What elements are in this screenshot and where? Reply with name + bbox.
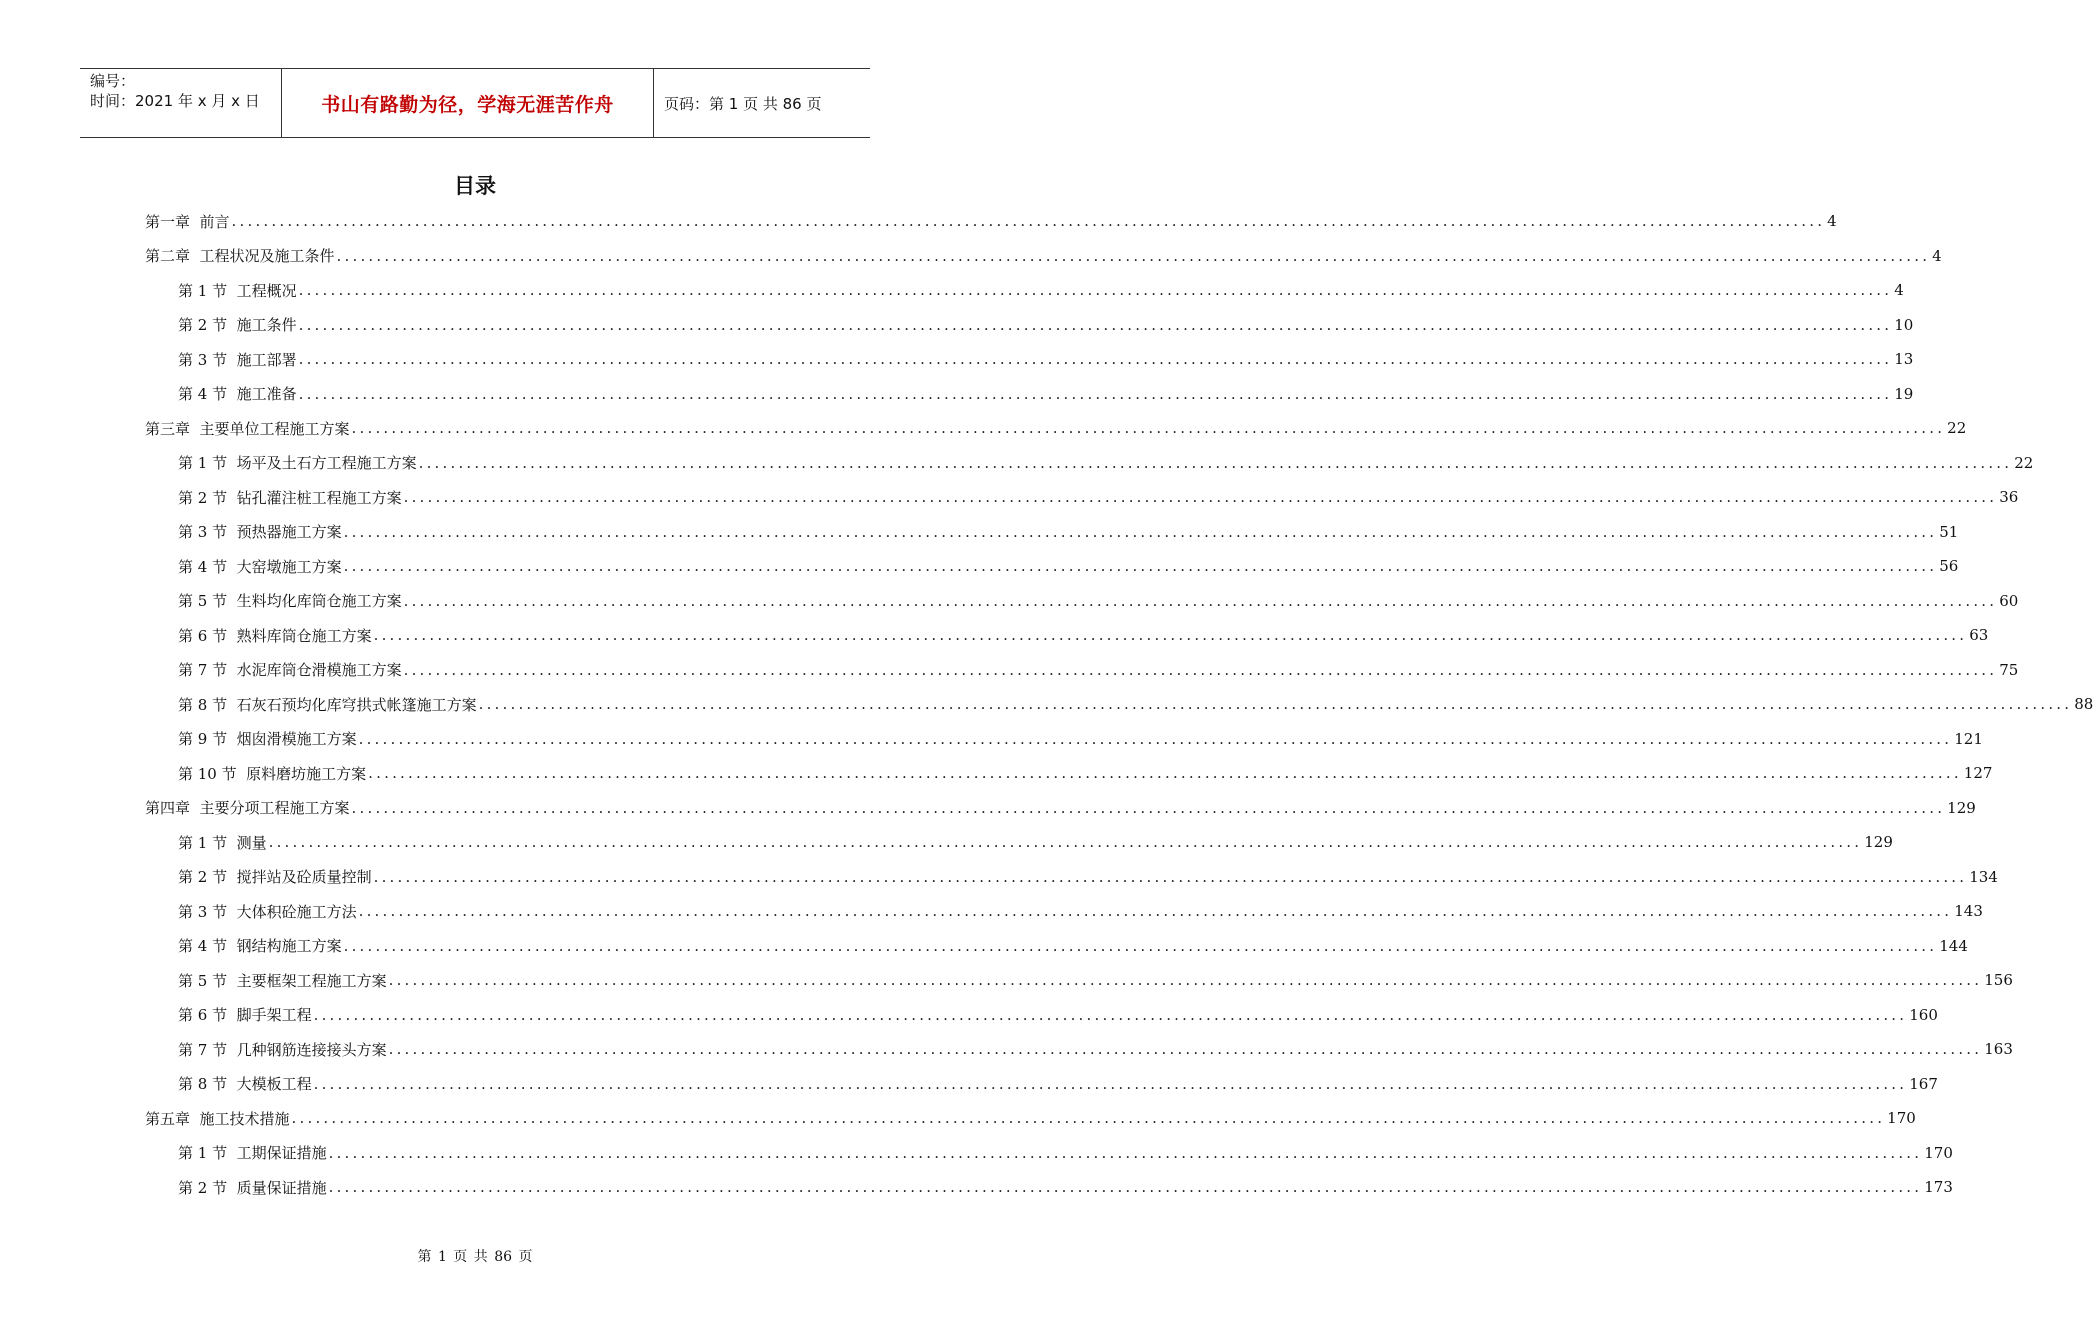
toc-entry[interactable]	[145, 342, 1914, 377]
toc-dot-leader: ........................................................................................................................................................................................................	[313, 1005, 1908, 1024]
page-header	[80, 68, 870, 138]
toc-entry-page: 4	[1932, 246, 1942, 265]
toc-entry-page: 134	[1969, 867, 1998, 886]
toc-entry-page: 167	[1909, 1074, 1938, 1093]
toc-entry-title: 第 7 节 水泥库筒仓滑模施工方案	[178, 661, 402, 680]
toc-entry-title: 第 3 节 大体积砼施工方法	[178, 902, 357, 921]
toc-entry-page: 56	[1939, 557, 1959, 576]
toc-dot-leader: ........................................................................................................................................................................................................	[403, 488, 1998, 507]
toc-entry-page: 36	[1999, 488, 2019, 507]
toc-entry-page: 10	[1894, 315, 1914, 334]
toc-entry[interactable]	[145, 653, 2019, 688]
toc-entry-page: 143	[1954, 902, 1983, 921]
toc-dot-leader: ........................................................................................................................................................................................................	[328, 1143, 1923, 1162]
toc-entry[interactable]	[145, 756, 1993, 791]
toc-dot-leader: ........................................................................................................................................................................................................	[351, 419, 1946, 438]
toc-entry-title: 第 4 节 钢结构施工方案	[178, 937, 342, 956]
toc-dot-leader: ........................................................................................................................................................................................................	[343, 936, 1938, 955]
toc-entry-page: 170	[1887, 1109, 1916, 1128]
toc-dot-leader: ........................................................................................................................................................................................................	[358, 729, 1953, 748]
toc-dot-leader: ........................................................................................................................................................................................................	[291, 1109, 1886, 1128]
toc-entry-page: 129	[1947, 798, 1976, 817]
header-motto: 书山有路勤为径，学海无涯苦作舟	[282, 69, 654, 137]
toc-entry[interactable]	[145, 239, 1942, 274]
toc-entry[interactable]	[145, 894, 1983, 929]
header-page-info: 页码：第 1 页 共 86 页	[664, 94, 822, 113]
toc-entry-title: 第 9 节 烟囱滑模施工方案	[178, 730, 357, 749]
toc-dot-leader: ........................................................................................................................................................................................................	[403, 591, 1998, 610]
toc-entry-title: 第 8 节 石灰石预均化库穹拱式帐篷施工方案	[178, 695, 477, 714]
toc-entry[interactable]	[145, 860, 1998, 895]
toc-entry-title: 第五章 施工技术措施	[145, 1109, 290, 1128]
toc-entry-title: 第 3 节 预热器施工方案	[178, 523, 342, 542]
page-footer: 第 1 页 共 86 页	[417, 1249, 533, 1265]
toc-dot-leader: ........................................................................................................................................................................................................	[403, 660, 1998, 679]
toc-entry-page: 129	[1864, 833, 1893, 852]
toc-entry[interactable]	[145, 963, 2013, 998]
toc-dot-leader: ........................................................................................................................................................................................................	[343, 522, 1938, 541]
toc-entry[interactable]	[145, 411, 1967, 446]
toc-entry[interactable]	[145, 480, 2019, 515]
table-of-contents	[145, 204, 2093, 1205]
toc-entry-page: 121	[1954, 729, 1983, 748]
toc-entry-title: 第 1 节 工期保证措施	[178, 1144, 327, 1163]
toc-entry[interactable]	[145, 687, 2093, 722]
toc-entry[interactable]	[145, 1067, 1938, 1102]
toc-entry[interactable]	[145, 273, 1904, 308]
toc-entry-title: 第 4 节 施工准备	[178, 385, 297, 404]
toc-entry-title: 第 4 节 大窑墩施工方案	[178, 557, 342, 576]
toc-dot-leader: ........................................................................................................................................................................................................	[358, 902, 1953, 921]
toc-entry[interactable]	[145, 618, 1989, 653]
toc-title: 目录	[454, 174, 496, 198]
toc-dot-leader: ........................................................................................................................................................................................................	[336, 246, 1931, 265]
toc-dot-leader: ........................................................................................................................................................................................................	[388, 971, 1983, 990]
toc-entry-page: 144	[1939, 936, 1968, 955]
toc-entry-page: 160	[1909, 1005, 1938, 1024]
toc-entry-title: 第二章 工程状况及施工条件	[145, 247, 335, 266]
toc-entry-title: 第 1 节 工程概况	[178, 281, 297, 300]
toc-entry-page: 22	[1947, 419, 1967, 438]
toc-entry-title: 第一章 前言	[145, 212, 230, 231]
toc-entry[interactable]	[145, 1101, 1916, 1136]
toc-entry[interactable]	[145, 204, 1837, 239]
toc-entry[interactable]	[145, 1136, 1953, 1171]
toc-entry-title: 第 6 节 熟料库筒仓施工方案	[178, 626, 372, 645]
toc-entry-title: 第四章 主要分项工程施工方案	[145, 799, 350, 818]
toc-dot-leader: ........................................................................................................................................................................................................	[373, 626, 1968, 645]
toc-dot-leader: ........................................................................................................................................................................................................	[343, 557, 1938, 576]
toc-dot-leader: ........................................................................................................................................................................................................	[418, 453, 2013, 472]
toc-entry-page: 75	[1999, 660, 2019, 679]
toc-entry-page: 170	[1924, 1143, 1953, 1162]
toc-entry-title: 第三章 主要单位工程施工方案	[145, 419, 350, 438]
toc-entry-page: 156	[1984, 971, 2013, 990]
toc-dot-leader: ........................................................................................................................................................................................................	[478, 695, 2073, 714]
toc-dot-leader: ........................................................................................................................................................................................................	[351, 798, 1946, 817]
toc-entry[interactable]	[145, 1032, 2013, 1067]
toc-entry-page: 173	[1924, 1178, 1953, 1197]
toc-entry-title: 第 1 节 测量	[178, 833, 267, 852]
toc-entry[interactable]	[145, 377, 1914, 412]
toc-dot-leader: ........................................................................................................................................................................................................	[313, 1074, 1908, 1093]
toc-dot-leader: ........................................................................................................................................................................................................	[298, 281, 1893, 300]
toc-dot-leader: ........................................................................................................................................................................................................	[231, 212, 1826, 231]
toc-dot-leader: ........................................................................................................................................................................................................	[298, 350, 1893, 369]
number-label: 编号：	[90, 72, 136, 90]
toc-entry-page: 163	[1984, 1040, 2013, 1059]
toc-entry[interactable]	[145, 1170, 1953, 1205]
toc-entry-page: 13	[1894, 350, 1914, 369]
toc-entry-title: 第 8 节 大模板工程	[178, 1075, 312, 1094]
toc-entry-title: 第 2 节 施工条件	[178, 316, 297, 335]
toc-entry-title: 第 5 节 生料均化库筒仓施工方案	[178, 592, 402, 611]
toc-entry-title: 第 2 节 钻孔灌注桩工程施工方案	[178, 488, 402, 507]
toc-entry[interactable]	[145, 998, 1938, 1033]
toc-entry-title: 第 2 节 质量保证措施	[178, 1178, 327, 1197]
toc-dot-leader: ........................................................................................................................................................................................................	[298, 315, 1893, 334]
toc-dot-leader: ........................................................................................................................................................................................................	[388, 1040, 1983, 1059]
toc-entry[interactable]	[145, 791, 1976, 826]
header-meta	[80, 69, 282, 137]
toc-entry[interactable]	[145, 446, 2034, 481]
toc-entry-page: 60	[1999, 591, 2019, 610]
toc-entry[interactable]	[145, 308, 1914, 343]
toc-entry-title: 第 2 节 搅拌站及砼质量控制	[178, 868, 372, 887]
toc-entry-page: 4	[1894, 281, 1904, 300]
toc-dot-leader: ........................................................................................................................................................................................................	[328, 1178, 1923, 1197]
toc-entry-page: 51	[1939, 522, 1959, 541]
date-label: 时间：2021 年 x 月 x 日	[90, 92, 260, 110]
toc-dot-leader: ........................................................................................................................................................................................................	[373, 867, 1968, 886]
toc-entry[interactable]	[145, 929, 1968, 964]
toc-entry-page: 4	[1827, 212, 1837, 231]
toc-dot-leader: ........................................................................................................................................................................................................	[298, 384, 1893, 403]
toc-entry[interactable]	[145, 515, 1959, 550]
toc-entry-page: 127	[1963, 764, 1993, 783]
toc-entry[interactable]	[145, 584, 2019, 619]
toc-entry[interactable]	[145, 549, 1959, 584]
toc-entry[interactable]	[145, 722, 1983, 757]
toc-dot-leader: ........................................................................................................................................................................................................	[368, 764, 1962, 783]
toc-entry-title: 第 10 节 原料磨坊施工方案	[178, 764, 367, 783]
toc-entry-page: 88	[2074, 695, 2093, 714]
toc-entry-page: 63	[1969, 626, 1989, 645]
toc-entry-page: 22	[2014, 453, 2034, 472]
toc-dot-leader: ........................................................................................................................................................................................................	[268, 833, 1863, 852]
toc-entry-title: 第 6 节 脚手架工程	[178, 1006, 312, 1025]
toc-entry-title: 第 7 节 几种钢筋连接接头方案	[178, 1040, 387, 1059]
toc-entry[interactable]	[145, 825, 1893, 860]
toc-entry-title: 第 3 节 施工部署	[178, 350, 297, 369]
toc-entry-title: 第 5 节 主要框架工程施工方案	[178, 971, 387, 990]
toc-entry-page: 19	[1894, 384, 1914, 403]
toc-entry-title: 第 1 节 场平及土石方工程施工方案	[178, 454, 417, 473]
